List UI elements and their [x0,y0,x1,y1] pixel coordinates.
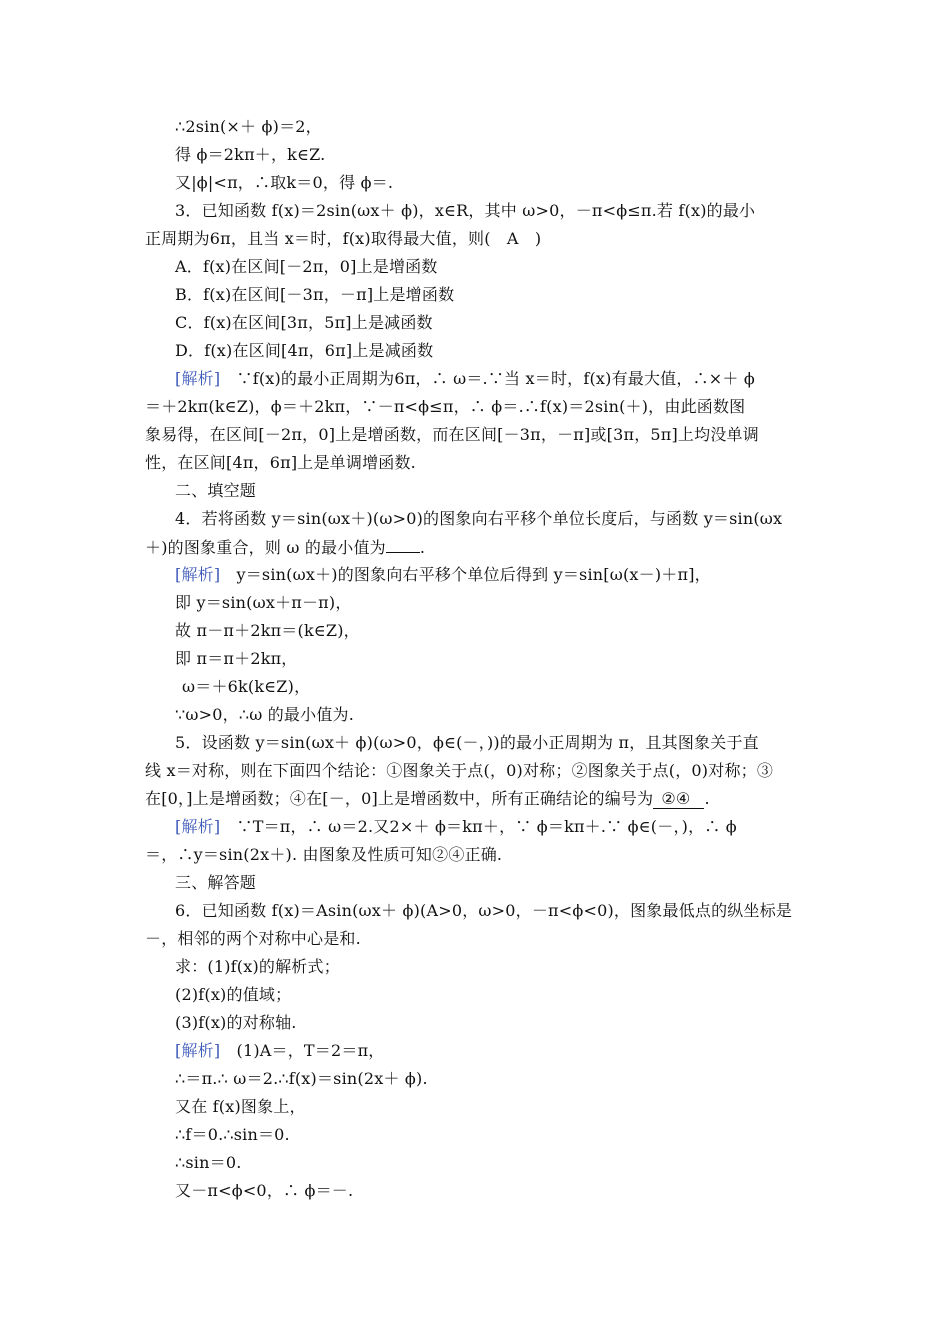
analysis-tag: [解析] [175,565,221,584]
line-text: B．f(x)在区间[－3π，－π]上是增函数 [175,285,455,304]
line-text: 又|ϕ|<π，∴取k＝0，得 ϕ＝. [175,173,394,192]
line-text: 正周期为6π，且当 x＝时，f(x)取得最大值，则( A ) [145,229,542,248]
line-text: 在[0，]上是增函数；④在[－，0]上是增函数中，所有正确结论的编号为 [145,789,654,808]
line-text: ＝，∴y＝sin(2x＋). 由图象及性质可知②④正确. [145,845,503,864]
line-text: 即 y＝sin(ωx＋π－π)， [175,593,352,612]
text-line [175,200,755,222]
line-text: 二、填空题 [175,481,257,500]
line-text: 即 π＝π＋2kπ， [175,649,298,668]
line-text: C．f(x)在区间[3π，5π]上是减函数 [175,313,433,332]
line-text: D．f(x)在区间[4π，6π]上是减函数 [175,341,434,360]
text-line [182,676,310,698]
text-line [175,508,782,530]
text-line [175,704,354,726]
line-text: ∵ω>0，∴ω 的最小值为. [175,705,355,724]
text-line [175,648,298,670]
line-text: 6．已知函数 f(x)＝Asin(ωx＋ ϕ)(A>0，ω>0，－π<ϕ<0)，图象最低点的纵坐标是 [175,901,793,920]
line-text: －，相邻的两个对称中心是和. [145,929,361,948]
line-text: 3．已知函数 f(x)＝2sin(ωx＋ ϕ)，x∈R，其中 ω>0，－π<ϕ≤π.若 f(x)的最小 [175,201,756,220]
text-line [175,564,711,586]
line-text: ＋)的图象重合，则 ω 的最小值为 [145,538,386,557]
text-line [175,620,360,642]
text-line [175,256,438,278]
text-line [175,368,755,390]
text-line [175,592,352,614]
line-text: 求：(1)f(x)的解析式； [175,957,340,976]
text-line [145,424,759,446]
text-line [145,760,773,782]
text-line [175,816,737,838]
line-text: 得 ϕ＝2kπ＋，k∈Z. [175,145,326,164]
text-line [145,788,710,810]
line-text: 4．若将函数 y＝sin(ωx＋)(ω>0)的图象向右平移个单位长度后，与函数 y＝sin(ωx [175,509,783,528]
line-text: 故 π－π＋2kπ＝(k∈Z)， [175,621,360,640]
line-text: 三、解答题 [175,873,257,892]
line-text: A．f(x)在区间[－2π，0]上是增函数 [175,257,438,276]
line-text: 象易得，在区间[－2π，0]上是增函数，而在区间[－3π，－π]或[3π，5π]上均没单调 [145,425,759,444]
text-line [175,1096,306,1118]
line-text: 线 x＝对称，则在下面四个结论：①图象关于点(，0)对称；②图象关于点(，0)对称；③ [145,761,774,780]
text-line [175,900,792,922]
text-line [175,480,256,502]
text-line [175,956,340,978]
line-text: 5．设函数 y＝sin(ωx＋ ϕ)(ω>0，ϕ∈(－，))的最小正周期为 π，且其图象关于直 [175,733,759,752]
text-line [175,732,759,754]
text-line [145,396,745,418]
line-text: ＝＋2kπ(k∈Z)，ϕ＝＋2kπ，∵－π<ϕ≤π，∴ ϕ＝.∴f(x)＝2sin(＋)，由此函数图 [145,397,746,416]
line-text: 性，在区间[4π，6π]上是单调增函数. [145,453,416,472]
line-text: ∴f＝0.∴sin＝0. [175,1125,290,1144]
text-line [175,1124,290,1146]
text-line [175,144,325,166]
line-end-punct: . [704,789,710,808]
line-end-punct: . [419,538,426,557]
answer-blank [386,536,420,553]
text-line [145,228,541,250]
text-line [175,116,322,138]
line-text: ω＝＋6k(k∈Z)， [182,677,311,696]
analysis-tag: [解析] [175,369,221,388]
text-line [175,984,291,1006]
text-line [175,1152,241,1174]
text-line [145,536,425,559]
text-line [145,452,416,474]
line-text: ∵T＝π，∴ ω＝2.又2×＋ ϕ＝kπ＋，∵ ϕ＝kπ＋.∵ ϕ∈(－，)，∴ ϕ [220,817,737,836]
line-text: (2)f(x)的值域； [175,985,292,1004]
text-line [145,844,502,866]
text-line [175,1040,384,1062]
line-text: ∴＝π.∴ ω＝2.∴f(x)＝sin(2x＋ ϕ). [175,1069,428,1088]
text-line [175,1068,428,1090]
line-text: ∴sin＝0. [175,1153,242,1172]
analysis-tag: [解析] [175,817,221,836]
line-text: (1)A＝，T＝2＝π， [220,1041,385,1060]
text-line [175,1180,353,1202]
line-text: (3)f(x)的对称轴. [175,1013,297,1032]
line-text: 又－π<ϕ<0，∴ ϕ＝－. [175,1181,354,1200]
line-text: ∴2sin(×＋ ϕ)＝2， [175,117,322,136]
text-line [175,1012,297,1034]
text-line [175,284,454,306]
text-line [145,928,361,950]
text-line [175,340,433,362]
text-line [175,172,393,194]
line-text: y＝sin(ωx＋)的图象向右平移个单位后得到 y＝sin[ω(x－)＋π]， [220,565,711,584]
line-text: 又在 f(x)图象上， [175,1097,306,1116]
line-text: ∵f(x)的最小正周期为6π，∴ ω＝.∵当 x＝时，f(x)有最大值，∴×＋ ϕ [220,369,755,388]
analysis-tag: [解析] [175,1041,221,1060]
answer-underlined: ②④ [653,790,704,809]
text-line [175,312,433,334]
text-line [175,872,256,894]
